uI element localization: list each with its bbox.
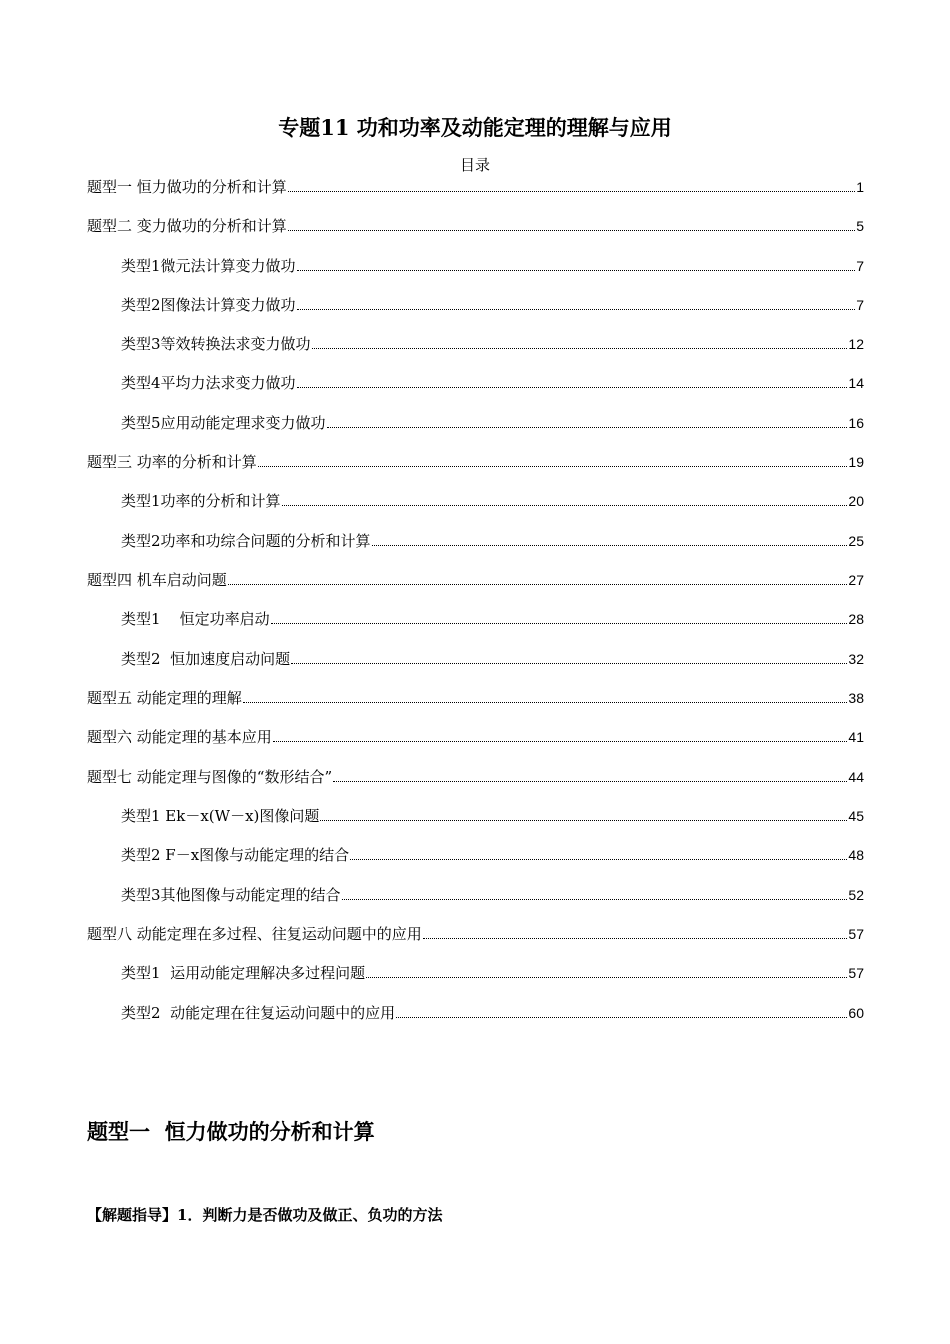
section-heading: 题型一 恒力做功的分析和计算 xyxy=(87,1119,375,1144)
toc-entry-label: 类型2 动能定理在往复运动问题中的应用 xyxy=(121,1004,396,1022)
toc-entry[interactable] xyxy=(87,687,864,709)
toc-entry-label: 类型2功率和功综合问题的分析和计算 xyxy=(121,532,371,550)
toc-entry-page: 57 xyxy=(848,926,864,942)
toc-entry-label: 类型5应用动能定理求变力做功 xyxy=(121,414,326,432)
toc-entry-page: 28 xyxy=(848,611,864,627)
toc-heading: 目录 xyxy=(459,156,490,174)
toc-entry-page: 45 xyxy=(848,808,864,824)
toc-entry-label: 类型2 恒加速度启动问题 xyxy=(121,650,291,668)
toc-entry[interactable] xyxy=(121,648,864,670)
toc-entry-label: 类型4平均力法求变力做功 xyxy=(121,374,296,392)
toc-leader-dots xyxy=(271,622,848,624)
toc-entry[interactable] xyxy=(121,490,864,512)
toc-entry[interactable] xyxy=(87,726,864,748)
toc-entry-label: 类型1 恒定功率启动 xyxy=(121,610,270,628)
toc-entry[interactable] xyxy=(121,294,864,316)
toc-entry-page: 38 xyxy=(848,690,864,706)
toc-entry[interactable] xyxy=(87,215,864,237)
toc-leader-dots xyxy=(312,347,848,349)
toc-entry-label: 题型四 机车启动问题 xyxy=(87,571,227,589)
toc-leader-dots xyxy=(243,701,848,703)
toc-entry[interactable] xyxy=(121,333,864,355)
toc-entry-label: 题型六 动能定理的基本应用 xyxy=(87,728,272,746)
toc-leader-dots xyxy=(396,1016,847,1018)
toc-leader-dots xyxy=(366,976,847,978)
toc-entry-label: 题型七 动能定理与图像的“数形结合” xyxy=(87,768,333,786)
toc-entry-page: 48 xyxy=(848,847,864,863)
toc-leader-dots xyxy=(282,504,848,506)
toc-leader-dots xyxy=(333,780,847,782)
toc-entry-page: 16 xyxy=(848,415,864,431)
toc-entry-label: 类型1 Ek－x(W－x)图像问题 xyxy=(121,807,320,825)
toc-leader-dots xyxy=(297,308,856,310)
toc-entry-page: 60 xyxy=(848,1005,864,1021)
toc-leader-dots xyxy=(291,662,847,664)
toc-entry[interactable] xyxy=(121,884,864,906)
toc-entry-label: 类型3其他图像与动能定理的结合 xyxy=(121,886,341,904)
toc-leader-dots xyxy=(297,386,848,388)
toc-entry[interactable] xyxy=(121,844,864,866)
toc-leader-dots xyxy=(350,858,847,860)
toc-entry-label: 题型一 恒力做功的分析和计算 xyxy=(87,178,287,196)
toc-entry-label: 类型1 运用动能定理解决多过程问题 xyxy=(121,964,366,982)
toc-entry-label: 题型八 动能定理在多过程、往复运动问题中的应用 xyxy=(87,925,422,943)
toc-entry[interactable] xyxy=(87,176,864,198)
toc-entry-label: 类型1微元法计算变力做功 xyxy=(121,257,296,275)
toc-entry-page: 5 xyxy=(856,218,864,234)
toc-entry-page: 12 xyxy=(848,336,864,352)
toc-leader-dots xyxy=(297,269,856,271)
toc-entry[interactable] xyxy=(87,569,864,591)
toc-entry[interactable] xyxy=(121,372,864,394)
toc-entry-label: 题型二 变力做功的分析和计算 xyxy=(87,217,287,235)
toc-leader-dots xyxy=(288,229,855,231)
toc-entry-label: 题型五 动能定理的理解 xyxy=(87,689,242,707)
toc-leader-dots xyxy=(320,819,847,821)
toc-entry-page: 7 xyxy=(856,297,864,313)
toc-leader-dots xyxy=(258,465,848,467)
toc-entry[interactable] xyxy=(121,962,864,984)
toc-entry-label: 类型3等效转换法求变力做功 xyxy=(121,335,311,353)
toc-entry-label: 类型2图像法计算变力做功 xyxy=(121,296,296,314)
toc-entry-label: 题型三 功率的分析和计算 xyxy=(87,453,257,471)
toc-entry-page: 32 xyxy=(848,651,864,667)
toc-entry-page: 52 xyxy=(848,887,864,903)
toc-entry[interactable] xyxy=(121,412,864,434)
toc-leader-dots xyxy=(342,898,848,900)
toc-entry-page: 19 xyxy=(848,454,864,470)
solution-guide-line: 【解题指导】1．判断力是否做功及做正、负功的方法 xyxy=(87,1206,443,1224)
toc-entry-page: 1 xyxy=(856,179,864,195)
toc-entry-page: 7 xyxy=(856,258,864,274)
toc-entry[interactable] xyxy=(121,530,864,552)
toc-leader-dots xyxy=(423,937,848,939)
toc-entry-label: 类型2 F－x图像与动能定理的结合 xyxy=(121,846,350,864)
document-title: 专题11 功和功率及动能定理的理解与应用 xyxy=(278,115,672,140)
toc-entry-page: 41 xyxy=(848,729,864,745)
toc-leader-dots xyxy=(228,583,848,585)
toc-entry-label: 类型1功率的分析和计算 xyxy=(121,492,281,510)
toc-entry[interactable] xyxy=(121,1002,864,1024)
toc-leader-dots xyxy=(273,740,848,742)
toc-entry-page: 25 xyxy=(848,533,864,549)
toc-entry-page: 14 xyxy=(848,375,864,391)
toc-entry[interactable] xyxy=(121,255,864,277)
toc-entry-page: 57 xyxy=(848,965,864,981)
toc-leader-dots xyxy=(288,190,855,192)
toc-entry[interactable] xyxy=(121,608,864,630)
toc-entry[interactable] xyxy=(121,805,864,827)
toc-entry-page: 27 xyxy=(848,572,864,588)
toc-entry[interactable] xyxy=(87,451,864,473)
toc-entry-page: 20 xyxy=(848,493,864,509)
toc-entry[interactable] xyxy=(87,923,864,945)
toc-leader-dots xyxy=(372,544,848,546)
toc-leader-dots xyxy=(327,426,848,428)
toc-entry[interactable] xyxy=(87,766,864,788)
toc-entry-page: 44 xyxy=(848,769,864,785)
